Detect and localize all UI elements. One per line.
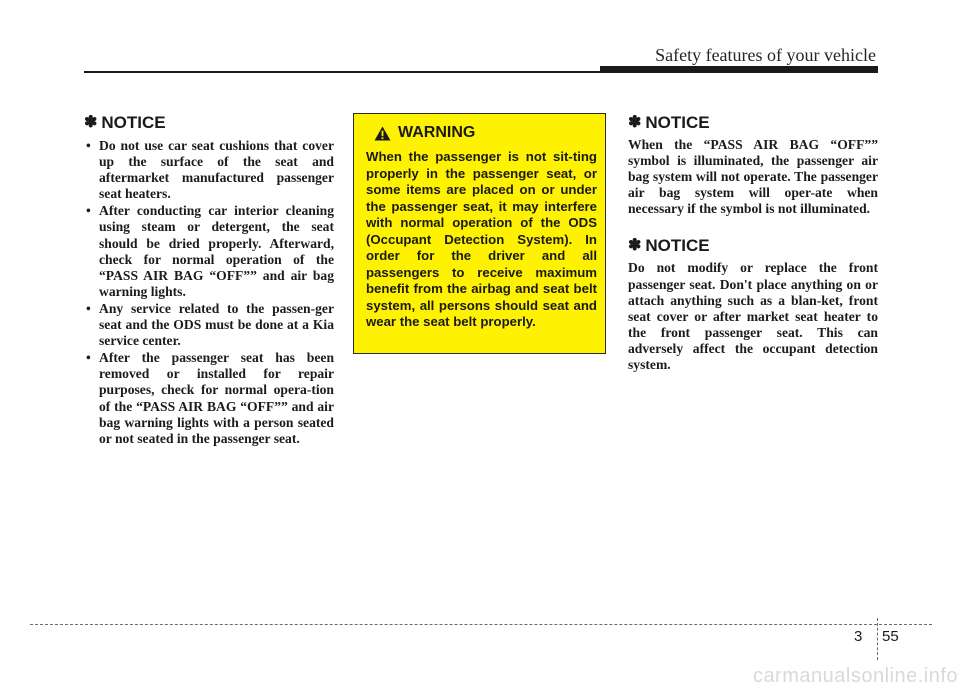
- list-item-text: After the passenger seat has been removed or installed for repair purposes, check for normal opera-tion of the “PASS AIR BAG “OFF”” and air bag warning lights with a person seated or not seated in the passenger seat.: [99, 350, 334, 446]
- notice-heading-label: NOTICE: [645, 236, 710, 256]
- warning-heading-label: WARNING: [398, 124, 476, 141]
- footer-divider: [877, 618, 878, 660]
- warning-triangle-icon: [374, 126, 391, 141]
- list-item: [84, 138, 334, 202]
- right-column: [628, 113, 878, 373]
- footer-rule: [30, 624, 932, 625]
- warning-box: [353, 113, 606, 354]
- notice-heading: [628, 113, 878, 133]
- list-item-text: After conducting car interior cleaning using steam or detergent, the seat should be dried properly. Afterward, check for normal operation of the “PASS AIR BAG “OFF”” and air bag warning lights.: [99, 203, 334, 299]
- chapter-number: 3: [854, 628, 863, 645]
- list-item-text: Any service related to the passen-ger seat and the ODS must be done at a Kia service center.: [99, 300, 334, 349]
- asterisk-icon: ✽: [628, 237, 642, 255]
- notice-body: When the “PASS AIR BAG “OFF”” symbol is illuminated, the passenger air bag system will not operate. The passenger air bag system will oper-ate when necessary if the symbol is not illuminated.: [628, 137, 878, 217]
- page-number: 55: [882, 628, 899, 645]
- list-item: [84, 203, 334, 300]
- left-column: [84, 113, 334, 448]
- notice-heading: [628, 236, 878, 256]
- bullet-marker: •: [86, 300, 91, 316]
- list-item: [84, 301, 334, 349]
- notice-heading-label: NOTICE: [645, 113, 710, 132]
- page-header-title: Safety features of your vehicle: [655, 45, 876, 65]
- bullet-marker: •: [86, 138, 91, 153]
- header-rule-accent: [600, 66, 878, 73]
- bullet-marker: •: [86, 350, 91, 366]
- warning-heading: [374, 124, 597, 142]
- asterisk-icon: ✽: [628, 114, 642, 131]
- notice-body: Do not modify or replace the front passenger seat. Don't place anything on or attach anything such as a blan-ket, front seat cover or after market seat heater to the front passenger seat. This can adversely affect the occupant detection system.: [628, 260, 878, 373]
- notice-heading: [84, 113, 334, 133]
- bullet-marker: •: [86, 203, 91, 219]
- list-item-text: Do not use car seat cushions that cover up the surface of the seat and aftermarket manufactured passenger seat heaters.: [99, 138, 334, 202]
- warning-text: When the passenger is not sit-ting properly in the passenger seat, or some items are placed on or under the passenger seat, it may interfere with normal operation of the ODS (Occupant Detection System). In order for the driver and all passengers to receive maximum benefit from the airbag and seat belt system, all persons should seat and wear the seat belt properly.: [366, 149, 597, 329]
- list-item: [84, 350, 334, 447]
- notice-bullet-list: [84, 138, 334, 447]
- asterisk-icon: ✽: [84, 114, 98, 131]
- notice-heading-label: NOTICE: [101, 113, 166, 132]
- watermark: carmanualsonline.info: [752, 665, 958, 687]
